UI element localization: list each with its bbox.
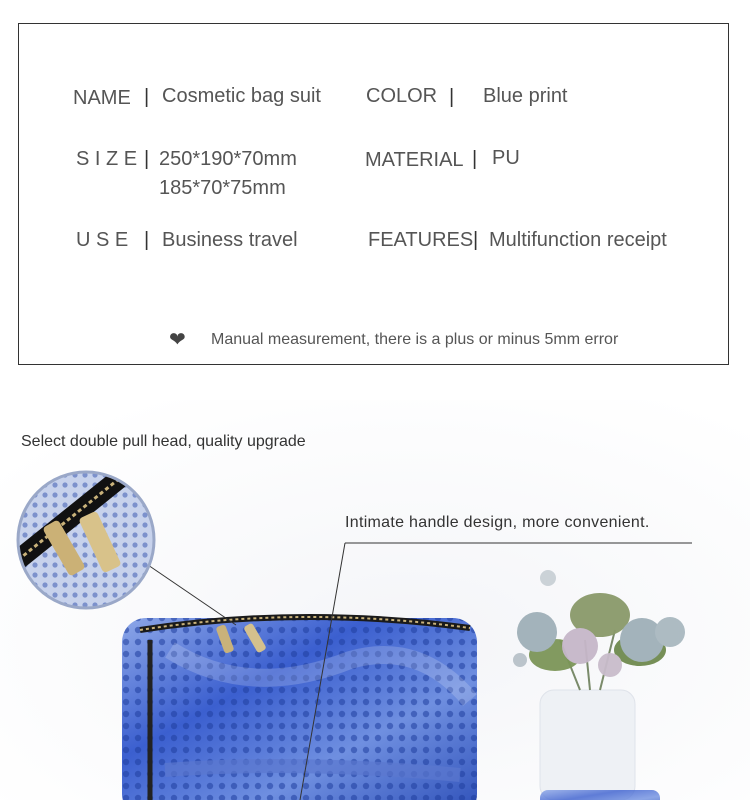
zipper-caption: Select double pull head, quality upgrade xyxy=(21,433,306,450)
name-label: NAME xyxy=(73,87,131,109)
material-label: MATERIAL xyxy=(365,149,464,171)
use-label: U S E xyxy=(76,229,129,251)
size-value-2: 185*70*75mm xyxy=(159,177,286,199)
heart-icon: ❤ xyxy=(169,329,186,351)
product-photo xyxy=(0,400,750,800)
product-illustration xyxy=(0,400,750,800)
size-value-1: 250*190*70mm xyxy=(159,148,297,170)
separator: | xyxy=(144,148,150,170)
separator: | xyxy=(473,229,479,251)
color-label: COLOR xyxy=(366,85,438,107)
measurement-note: Manual measurement, there is a plus or minus 5mm error xyxy=(211,331,619,348)
cosmetic-bag xyxy=(122,617,477,800)
use-value: Business travel xyxy=(162,229,298,251)
separator: | xyxy=(449,86,455,108)
spec-table xyxy=(18,23,729,365)
name-value: Cosmetic bag suit xyxy=(162,85,321,107)
separator: | xyxy=(144,86,150,108)
material-value: PU xyxy=(492,147,520,169)
handle-caption: Intimate handle design, more convenient. xyxy=(345,514,650,531)
size-label: S I Z E xyxy=(76,148,138,170)
separator: | xyxy=(144,229,150,251)
features-value: Multifunction receipt xyxy=(489,229,667,251)
separator: | xyxy=(472,148,478,170)
color-value: Blue print xyxy=(483,85,568,107)
features-label: FEATURES xyxy=(368,229,474,251)
